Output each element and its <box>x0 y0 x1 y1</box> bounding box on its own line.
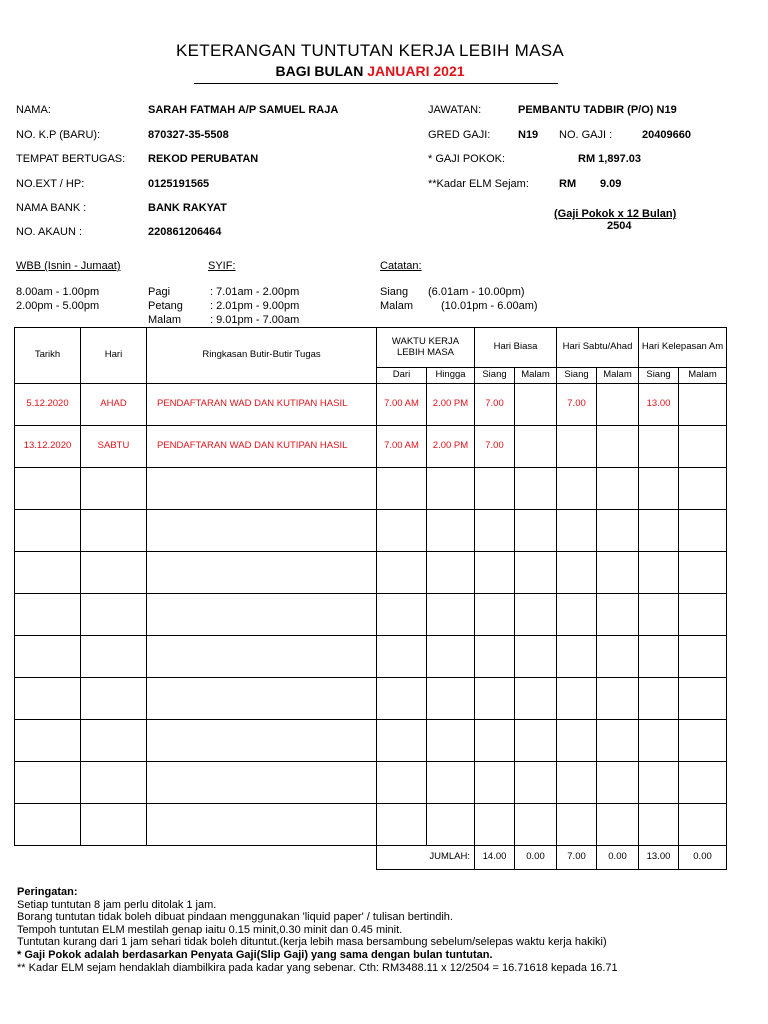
wbb-line-2: 2.00pm - 5.00pm <box>16 300 100 312</box>
cell-biasa-malam <box>515 384 557 426</box>
cell-sabtu-malam <box>597 426 639 468</box>
gajipokok-value: RM 1,897.03 <box>578 153 641 165</box>
bank-label: NAMA BANK : <box>16 202 87 214</box>
cell-sabtu-siang: 7.00 <box>557 384 597 426</box>
nokp-label: NO. K.P (BARU): <box>16 129 101 141</box>
noext-value: 0125191565 <box>148 178 210 190</box>
form-subtitle <box>0 63 740 79</box>
jawatan-value: PEMBANTU TADBIR (P/O) N19 <box>518 104 677 116</box>
empty-table-row <box>15 720 727 762</box>
catatan-name-siang: Siang <box>380 286 409 298</box>
total-biasa-malam: 0.00 <box>515 846 557 870</box>
nokp-value: 870327-35-5508 <box>148 129 229 141</box>
elm-value: 9.09 <box>600 178 622 190</box>
note-line: Tempoh tuntutan ELM mestilah genap iaitu 0.15 minit,0.30 minit dan 0.45 minit. <box>17 923 403 936</box>
cell-biasa-siang: 7.00 <box>475 384 515 426</box>
empty-table-row <box>15 762 727 804</box>
nama-label: NAMA: <box>16 104 51 116</box>
subheader-kelepasan-malam: Malam <box>679 368 727 384</box>
wbb-line-1: 8.00am - 1.00pm <box>16 286 100 298</box>
total-kelepasan-malam: 0.00 <box>679 846 727 870</box>
tempat-value: REKOD PERUBATAN <box>148 153 259 165</box>
cell-hari: AHAD <box>81 384 147 426</box>
akaun-value: 220861206464 <box>148 226 222 238</box>
cell-hari: SABTU <box>81 426 147 468</box>
cell-hingga: 2.00 PM <box>427 426 475 468</box>
col-header-hari-biasa: Hari Biasa <box>475 328 557 368</box>
gred-value: N19 <box>518 129 539 141</box>
total-sabtu-malam: 0.00 <box>597 846 639 870</box>
cell-dari: 7.00 AM <box>377 426 427 468</box>
bank-value: BANK RAKYAT <box>148 202 227 214</box>
total-kelepasan-siang: 13.00 <box>639 846 679 870</box>
akaun-label: NO. AKAUN : <box>16 226 83 238</box>
empty-table-row <box>15 510 727 552</box>
cell-tugas: PENDAFTARAN WAD DAN KUTIPAN HASIL <box>147 384 377 426</box>
month-prefix: BAGI BULAN <box>275 63 364 79</box>
syif-time-malam: : 9.01pm - 7.00am <box>210 314 300 326</box>
empty-table-row <box>15 594 727 636</box>
gred-label: GRED GAJI: <box>428 129 491 141</box>
notes-title: Peringatan: <box>17 886 78 898</box>
col-header-hari-kelepasan: Hari Kelepasan Am <box>639 328 727 368</box>
subheader-dari: Dari <box>377 368 427 384</box>
table-row <box>15 384 727 426</box>
empty-table-row <box>15 678 727 720</box>
cell-sabtu-siang <box>557 426 597 468</box>
syif-name-malam: Malam <box>148 314 182 326</box>
subheader-sabtu-malam: Malam <box>597 368 639 384</box>
notes-section <box>17 886 757 974</box>
catatan-time-siang: (6.01am - 10.00pm) <box>428 286 525 298</box>
cell-kelepasan-siang <box>639 426 679 468</box>
cell-sabtu-malam <box>597 384 639 426</box>
jawatan-label: JAWATAN: <box>428 104 482 116</box>
table-row <box>15 426 727 468</box>
note-line-gaji-pokok: * Gaji Pokok adalah berdasarkan Penyata Gaji(Slip Gaji) yang sama dengan bulan tuntutan. <box>17 948 493 961</box>
empty-table-row <box>15 804 727 846</box>
cell-tarikh: 13.12.2020 <box>15 426 81 468</box>
tempat-label: TEMPAT BERTUGAS: <box>16 153 126 165</box>
catatan-title: Catatan: <box>380 260 422 272</box>
subheader-hingga: Hingga <box>427 368 475 384</box>
cell-biasa-siang: 7.00 <box>475 426 515 468</box>
cell-biasa-malam <box>515 426 557 468</box>
elm-label: **Kadar ELM Sejam: <box>428 178 529 190</box>
note-line: Borang tuntutan tidak boleh dibuat pindaan menggunakan 'liquid paper' / tulisan bertindih. <box>17 911 453 924</box>
nogaji-value: 20409660 <box>642 129 691 141</box>
cell-dari: 7.00 AM <box>377 384 427 426</box>
claims-table <box>14 327 727 870</box>
subheader-sabtu-siang: Siang <box>557 368 597 384</box>
col-header-waktu: WAKTU KERJA LEBIH MASA <box>377 328 475 368</box>
cell-kelepasan-siang: 13.00 <box>639 384 679 426</box>
note-line-kadar-elm: ** Kadar ELM sejam hendaklah diambilkira pada kadar yang sebenar. Cth: RM3488.11 x 12/2504 = 16.71618 kepada 16.71 <box>17 961 618 974</box>
total-sabtu-siang: 7.00 <box>557 846 597 870</box>
nama-value: SARAH FATMAH A/P SAMUEL RAJA <box>148 104 339 116</box>
syif-time-pagi: : 7.01am - 2.00pm <box>210 286 300 298</box>
col-header-hari-sabtu: Hari Sabtu/Ahad <box>557 328 639 368</box>
subheader-biasa-malam: Malam <box>515 368 557 384</box>
wbb-title: WBB (Isnin - Jumaat) <box>16 260 121 272</box>
syif-name-petang: Petang <box>148 300 183 312</box>
cell-tugas: PENDAFTARAN WAD DAN KUTIPAN HASIL <box>147 426 377 468</box>
col-header-tarikh: Tarikh <box>15 328 81 384</box>
gajipokok-label: * GAJI POKOK: <box>428 153 506 165</box>
nogaji-label: NO. GAJI : <box>559 129 613 141</box>
jumlah-label: JUMLAH: <box>377 846 475 870</box>
note-line: Setiap tuntutan 8 jam perlu ditolak 1 jam. <box>17 898 217 911</box>
formula-label: (Gaji Pokok x 12 Bulan) <box>554 208 677 220</box>
subheader-kelepasan-siang: Siang <box>639 368 679 384</box>
empty-table-row <box>15 636 727 678</box>
empty-table-row <box>15 552 727 594</box>
formula-value: 2504 <box>607 220 632 232</box>
total-row <box>15 846 727 870</box>
elm-currency: RM <box>559 178 577 190</box>
cell-tarikh: 5.12.2020 <box>15 384 81 426</box>
syif-time-petang: : 2.01pm - 9.00pm <box>210 300 300 312</box>
col-header-hari: Hari <box>81 328 147 384</box>
cell-kelepasan-malam <box>679 426 727 468</box>
subheader-biasa-siang: Siang <box>475 368 515 384</box>
col-header-ringkasan: Ringkasan Butir-Butir Tugas <box>147 328 377 384</box>
empty-table-row <box>15 468 727 510</box>
title-underline <box>194 83 558 84</box>
catatan-name-malam: Malam <box>380 300 414 312</box>
note-line: Tuntutan kurang dari 1 jam sehari tidak boleh dituntut.(kerja lebih masa bersambung sebelum/selepas waktu kerja hakiki) <box>17 936 607 949</box>
cell-kelepasan-malam <box>679 384 727 426</box>
catatan-time-malam: (10.01pm - 6.00am) <box>441 300 538 312</box>
form-title: KETERANGAN TUNTUTAN KERJA LEBIH MASA <box>175 41 565 60</box>
cell-hingga: 2.00 PM <box>427 384 475 426</box>
total-biasa-siang: 14.00 <box>475 846 515 870</box>
month-value: JANUARI 2021 <box>367 63 465 79</box>
noext-label: NO.EXT / HP: <box>16 178 85 190</box>
syif-title: SYIF: <box>208 260 236 272</box>
syif-name-pagi: Pagi <box>148 286 171 298</box>
